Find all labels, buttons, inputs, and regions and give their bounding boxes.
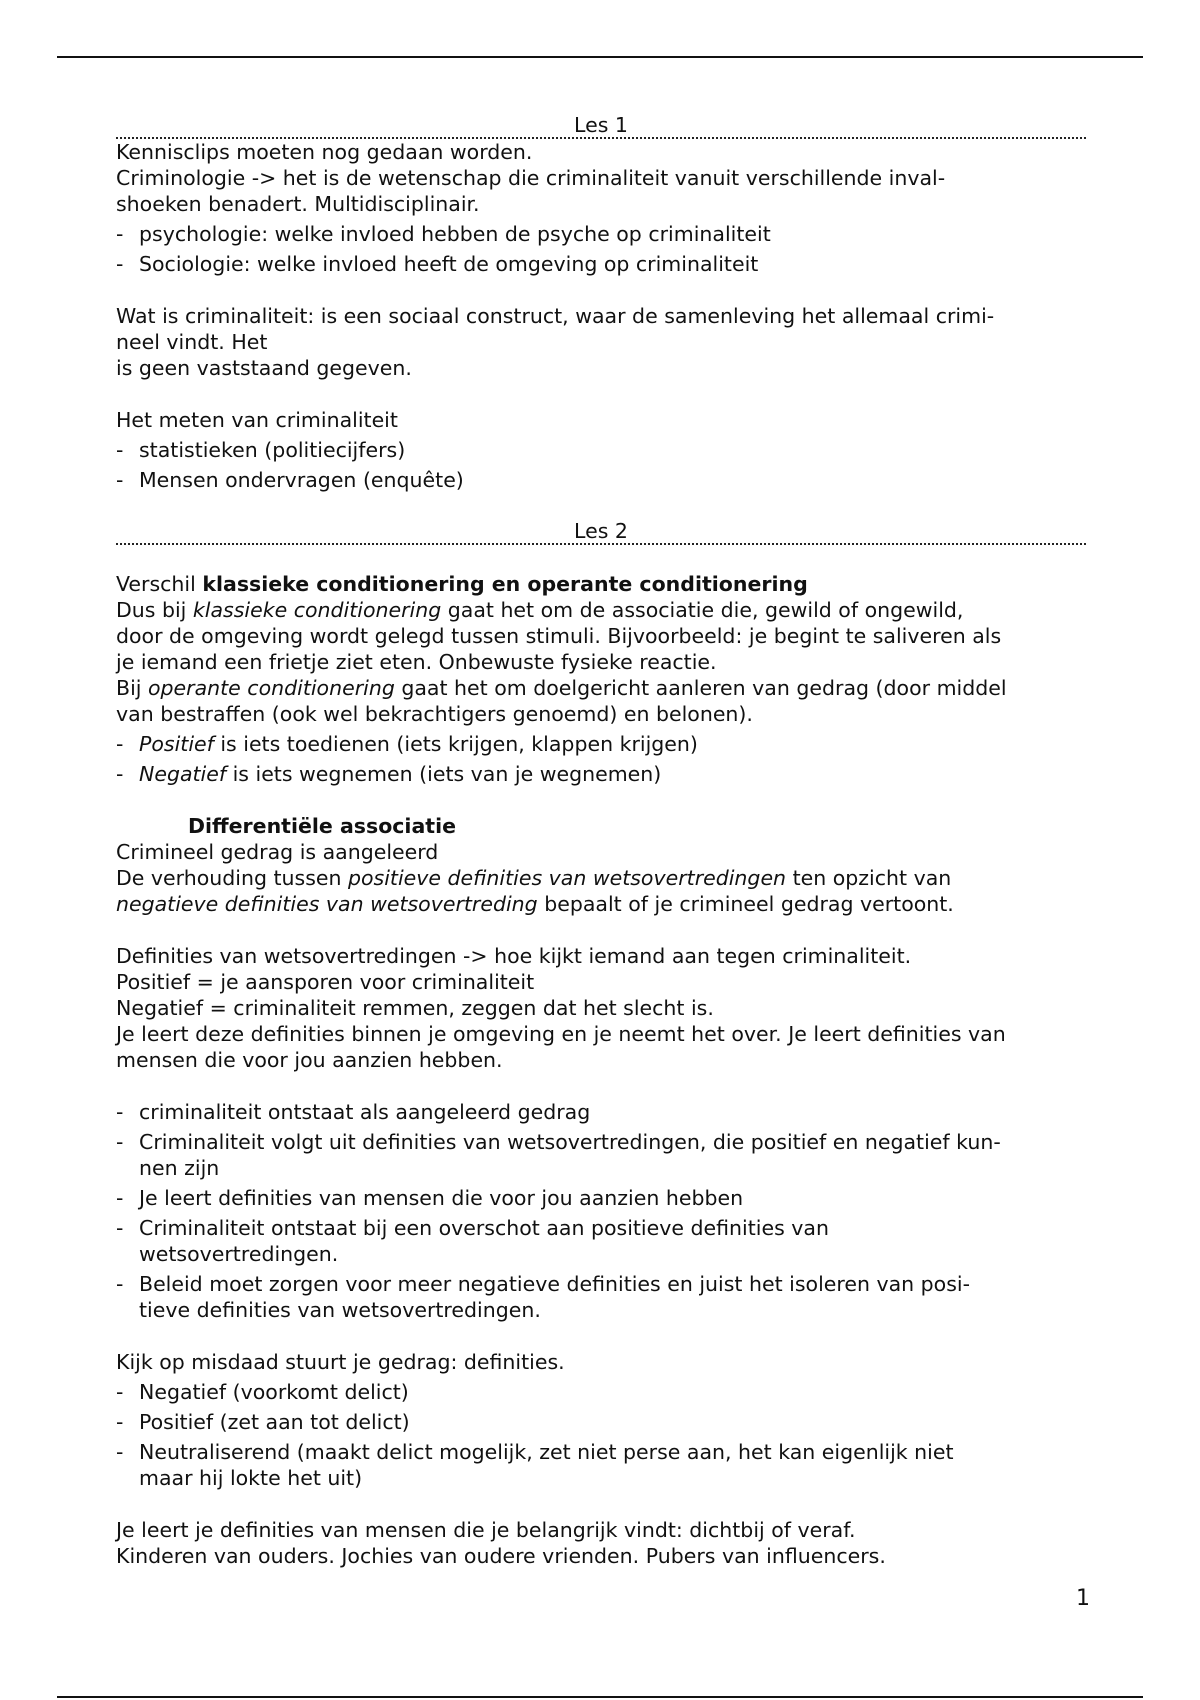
text-span: tieve definities van wetsovertredingen. <box>139 1298 541 1322</box>
fields-list <box>116 221 1086 277</box>
list-item: - statistieken (politiecijfers) <box>116 437 1086 463</box>
text-span: gaat het om doelgericht aanleren van gedrag (door middel <box>394 676 1007 700</box>
text-span: Criminaliteit ontstaat bij een overschot aan positieve definities van <box>139 1216 829 1240</box>
emphasis: Negatief <box>139 762 227 786</box>
paragraph <box>116 597 1086 623</box>
emphasis: klassieke conditionering <box>192 598 442 622</box>
paragraph: Je leert je definities van mensen die je belangrijk vindt: dichtbij of veraf. <box>116 1518 856 1542</box>
summary-list <box>116 1099 1086 1323</box>
list-item <box>116 761 1086 787</box>
paragraph: mensen die voor jou aanzien hebben. <box>116 1048 503 1072</box>
list-item <box>116 731 1086 757</box>
text-span: Bij <box>116 676 148 700</box>
paragraph <box>116 865 1086 891</box>
list-item <box>116 1409 1086 1435</box>
list-item: - Mensen ondervragen (enquête) <box>116 467 1086 493</box>
bold-heading: klassieke conditionering en operante conditionering <box>202 572 808 596</box>
text-span: De verhouding tussen <box>116 866 348 890</box>
paragraph <box>116 675 1086 701</box>
paragraph <box>116 891 1086 917</box>
paragraph: Definities van wetsovertredingen -> hoe kijkt iemand aan tegen criminaliteit. <box>116 944 912 968</box>
list-item: - psychologie: welke invloed hebben de psyche op criminaliteit <box>116 221 1086 247</box>
document-body <box>116 113 1086 1569</box>
text-span: criminaliteit ontstaat als aangeleerd gedrag <box>139 1100 591 1124</box>
text-span: nen zijn <box>139 1156 220 1180</box>
text-span: Je leert definities van mensen die voor jou aanzien hebben <box>139 1186 744 1210</box>
text-span: gaat het om de associatie die, gewild of ongewild, <box>441 598 964 622</box>
header-rule <box>57 56 1143 58</box>
paragraph: neel vindt. Het <box>116 330 268 354</box>
paragraph: je iemand een frietje ziet eten. Onbewuste fysieke reactie. <box>116 650 717 674</box>
paragraph: Crimineel gedrag is aangeleerd <box>116 840 439 864</box>
section-heading-les1: Les 1 <box>116 113 1086 139</box>
paragraph: Positief = je aansporen voor criminaliteit <box>116 970 535 994</box>
footer-rule <box>57 1696 1143 1698</box>
text-span: Neutraliserend (maakt delict mogelijk, zet niet perse aan, het kan eigenlijk niet <box>139 1440 954 1464</box>
paragraph: Criminologie -> het is de wetenschap die criminaliteit vanuit verschillende inval- <box>116 166 946 190</box>
paragraph <box>116 571 1086 597</box>
paragraph: Kijk op misdaad stuurt je gedrag: definities. <box>116 1350 565 1374</box>
text-span: Verschil <box>116 572 203 596</box>
emphasis: negatieve definities van wetsovertreding <box>116 892 538 916</box>
paragraph: Wat is criminaliteit: is een sociaal construct, waar de samenleving het allemaal crimi- <box>116 304 995 328</box>
kijk-list <box>116 1379 1086 1491</box>
list-item <box>116 1129 1086 1181</box>
paragraph: Kinderen van ouders. Jochies van oudere vrienden. Pubers van influencers. <box>116 1544 886 1568</box>
text-span: bepaalt of je crimineel gedrag vertoont. <box>537 892 954 916</box>
list-item <box>116 1379 1086 1405</box>
text-span: Negatief (voorkomt delict) <box>139 1380 409 1404</box>
text-span: Dus bij <box>116 598 193 622</box>
measure-list <box>116 437 1086 493</box>
paragraph: is geen vaststaand gegeven. <box>116 356 412 380</box>
paragraph: Je leert deze definities binnen je omgeving en je neemt het over. Je leert definities van <box>116 1022 1006 1046</box>
operant-list <box>116 731 1086 787</box>
section-heading-les2: Les 2 <box>116 519 1086 545</box>
text-span: is iets wegnemen (iets van je wegnemen) <box>226 762 662 786</box>
emphasis: operante conditionering <box>147 676 395 700</box>
subheading-differentiele-associatie: Differentiële associatie <box>188 814 457 838</box>
emphasis: positieve definities van wetsovertredingen <box>348 866 787 890</box>
paragraph: shoeken benadert. Multidisciplinair. <box>116 192 480 216</box>
text-span: Positief (zet aan tot delict) <box>139 1410 410 1434</box>
list-item: - Sociologie: welke invloed heeft de omgeving op criminaliteit <box>116 251 1086 277</box>
paragraph: door de omgeving wordt gelegd tussen stimuli. Bijvoorbeeld: je begint te saliveren als <box>116 624 1002 648</box>
text-span: wetsovertredingen. <box>139 1242 339 1266</box>
list-item <box>116 1271 1086 1323</box>
paragraph: Kennisclips moeten nog gedaan worden. <box>116 140 533 164</box>
list-item <box>116 1185 1086 1211</box>
text-span: Criminaliteit volgt uit definities van wetsovertredingen, die positief en negatief kun- <box>139 1130 1001 1154</box>
text-span: Beleid moet zorgen voor meer negatieve definities en juist het isoleren van posi- <box>139 1272 971 1296</box>
list-item <box>116 1099 1086 1125</box>
text-span: maar hij lokte het uit) <box>139 1466 363 1490</box>
emphasis: Positief <box>139 732 214 756</box>
paragraph: van bestraffen (ook wel bekrachtigers genoemd) en belonen). <box>116 702 753 726</box>
paragraph: Het meten van criminaliteit <box>116 408 398 432</box>
list-item <box>116 1215 1086 1267</box>
text-span: ten opzicht van <box>786 866 952 890</box>
list-item <box>116 1439 1086 1491</box>
paragraph: Negatief = criminaliteit remmen, zeggen dat het slecht is. <box>116 996 714 1020</box>
page-number: 1 <box>1076 1586 1090 1611</box>
text-span: is iets toedienen (iets krijgen, klappen krijgen) <box>213 732 698 756</box>
